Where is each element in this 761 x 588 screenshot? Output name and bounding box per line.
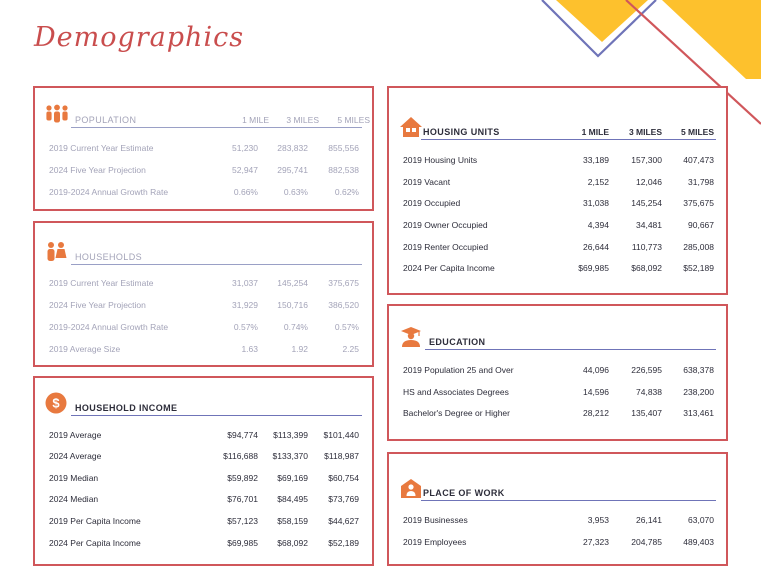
row-value-5-miles: 313,461 (683, 408, 714, 418)
table-row (49, 513, 358, 529)
row-value-5-miles: 855,556 (328, 143, 359, 153)
row-label: 2019 Renter Occupied (403, 242, 489, 252)
header-rule (421, 139, 716, 140)
row-label: 2019 Population 25 and Over (403, 365, 514, 375)
households-header (45, 243, 362, 265)
row-value-3-miles: $133,370 (272, 451, 308, 461)
table-row (49, 162, 358, 178)
table-row (49, 341, 358, 357)
row-value-1-mile: 31,929 (232, 300, 258, 310)
house-icon (399, 116, 423, 138)
row-value-5-miles: $60,754 (328, 473, 359, 483)
row-value-1-mile: 31,038 (583, 198, 609, 208)
dollar-icon (45, 392, 69, 414)
place-of-work-panel (387, 452, 728, 566)
row-label: 2019 Occupied (403, 198, 461, 208)
graduate-icon (399, 326, 423, 348)
row-label: 2019 Vacant (403, 177, 451, 187)
row-value-3-miles: 0.63% (283, 187, 308, 197)
row-value-1-mile: 2,152 (587, 177, 609, 187)
row-label: 2019 Median (49, 473, 99, 483)
row-label: HS and Associates Degrees (403, 387, 509, 397)
table-row (49, 491, 358, 507)
row-value-5-miles: 489,403 (683, 537, 714, 547)
column-header-3-miles: 3 MILES (286, 115, 319, 125)
svg-text:$: $ (52, 395, 60, 411)
row-value-3-miles: 12,046 (636, 177, 662, 187)
row-value-5-miles: $118,987 (324, 451, 359, 461)
row-label: 2019 Current Year Estimate (49, 278, 154, 288)
building-icon (399, 477, 423, 499)
row-value-1-mile: 3,953 (587, 515, 609, 525)
row-value-3-miles: 1.92 (291, 344, 308, 354)
row-value-5-miles: 63,070 (688, 515, 714, 525)
section-title: HOUSING UNITS (423, 127, 500, 137)
table-row (49, 427, 358, 443)
table-row (403, 174, 712, 190)
row-value-1-mile: 4,394 (587, 220, 609, 230)
row-value-5-miles: $52,189 (328, 538, 359, 548)
header-rule (71, 264, 362, 265)
row-value-5-miles: 638,378 (683, 365, 714, 375)
row-value-3-miles: $84,495 (277, 494, 308, 504)
row-value-1-mile: 0.57% (233, 322, 258, 332)
row-value-5-miles: 285,008 (683, 242, 714, 252)
row-value-1-mile: $57,123 (227, 516, 258, 526)
household-income-header (45, 394, 362, 416)
row-label: 2019 Owner Occupied (403, 220, 488, 230)
row-value-1-mile: $94,774 (227, 430, 258, 440)
row-value-5-miles: 31,798 (688, 177, 714, 187)
header-rule (71, 127, 362, 128)
table-row (49, 470, 358, 486)
table-row (403, 405, 712, 421)
education-header (399, 328, 716, 350)
row-value-5-miles: 2.25 (342, 344, 359, 354)
row-value-5-miles: 375,675 (683, 198, 714, 208)
row-value-5-miles: 90,667 (688, 220, 714, 230)
row-value-3-miles: 110,773 (631, 242, 662, 252)
row-label: 2019 Average (49, 430, 102, 440)
population-header (45, 106, 370, 128)
row-value-3-miles: 204,785 (631, 537, 662, 547)
row-value-1-mile: $76,701 (227, 494, 258, 504)
row-label: 2019 Housing Units (403, 155, 478, 165)
column-header-3-miles: 3 MILES (628, 127, 662, 137)
table-row (403, 534, 712, 550)
row-label: 2019-2024 Annual Growth Rate (49, 322, 169, 332)
table-row (49, 275, 358, 291)
row-value-3-miles: $58,159 (277, 516, 308, 526)
row-value-1-mile: 26,644 (583, 242, 609, 252)
row-value-3-miles: 74,838 (636, 387, 662, 397)
row-value-3-miles: 157,300 (631, 155, 662, 165)
table-row (403, 260, 712, 276)
family-icon (45, 241, 69, 263)
row-value-1-mile: 33,189 (583, 155, 609, 165)
table-row (49, 448, 358, 464)
row-value-1-mile: $69,985 (578, 263, 609, 273)
people-icon (45, 104, 69, 126)
row-value-1-mile: 0.66% (233, 187, 258, 197)
row-value-1-mile: 1.63 (241, 344, 258, 354)
row-label: 2024 Average (49, 451, 102, 461)
header-rule (425, 349, 716, 350)
row-value-3-miles: 145,254 (631, 198, 662, 208)
section-title: POPULATION (75, 115, 137, 125)
row-label: 2024 Per Capita Income (403, 263, 495, 273)
row-label: 2019 Businesses (403, 515, 468, 525)
row-label: 2019-2024 Annual Growth Rate (49, 187, 169, 197)
row-value-5-miles: $52,189 (683, 263, 714, 273)
row-label: 2024 Five Year Projection (49, 300, 146, 310)
row-label: 2024 Five Year Projection (49, 165, 146, 175)
row-value-1-mile: 14,596 (583, 387, 609, 397)
row-value-3-miles: $113,399 (273, 430, 308, 440)
row-value-3-miles: 34,481 (636, 220, 662, 230)
row-value-1-mile: 27,323 (583, 537, 609, 547)
row-value-5-miles: 0.57% (334, 322, 359, 332)
table-row (403, 195, 712, 211)
row-value-1-mile: 28,212 (583, 408, 609, 418)
row-label: 2019 Per Capita Income (49, 516, 141, 526)
table-row (403, 152, 712, 168)
row-value-3-miles: 150,716 (277, 300, 308, 310)
row-value-1-mile: 44,096 (583, 365, 609, 375)
table-row (49, 297, 358, 313)
row-value-5-miles: 375,675 (328, 278, 359, 288)
row-value-3-miles: 283,832 (277, 143, 308, 153)
row-label: Bachelor's Degree or Higher (403, 408, 510, 418)
section-title: PLACE OF WORK (423, 488, 505, 498)
population-panel (33, 86, 374, 211)
row-label: 2024 Per Capita Income (49, 538, 141, 548)
household-income-panel (33, 376, 374, 566)
row-value-5-miles: 238,200 (683, 387, 714, 397)
table-row (403, 239, 712, 255)
row-value-5-miles: $101,440 (323, 430, 359, 440)
row-label: 2019 Employees (403, 537, 467, 547)
table-row (403, 384, 712, 400)
row-value-5-miles: 882,538 (328, 165, 359, 175)
housing-units-header (399, 118, 716, 140)
column-header-1-mile: 1 MILE (581, 127, 609, 137)
column-header-5-miles: 5 MILES (337, 115, 370, 125)
section-title: HOUSEHOLD INCOME (75, 403, 178, 413)
row-value-3-miles: 145,254 (277, 278, 308, 288)
row-value-3-miles: 226,595 (631, 365, 662, 375)
row-value-1-mile: $69,985 (227, 538, 258, 548)
row-value-1-mile: 31,037 (232, 278, 258, 288)
households-panel (33, 221, 374, 367)
row-value-3-miles: $68,092 (631, 263, 662, 273)
column-header-5-miles: 5 MILES (680, 127, 714, 137)
table-row (49, 184, 358, 200)
page-title: Demographics (34, 22, 245, 53)
housing-units-panel (387, 86, 728, 295)
row-value-3-miles: 135,407 (631, 408, 662, 418)
row-value-5-miles: $44,627 (328, 516, 359, 526)
row-value-1-mile: 52,947 (232, 165, 258, 175)
row-label: 2024 Median (49, 494, 99, 504)
table-row (49, 535, 358, 551)
row-value-3-miles: 26,141 (636, 515, 662, 525)
row-value-5-miles: 0.62% (334, 187, 359, 197)
row-value-1-mile: $59,892 (227, 473, 258, 483)
section-title: EDUCATION (429, 337, 486, 347)
header-rule (421, 500, 716, 501)
column-header-1-mile: 1 MILE (242, 115, 269, 125)
place-of-work-header (399, 479, 716, 501)
row-value-5-miles: $73,769 (328, 494, 359, 504)
row-value-5-miles: 386,520 (328, 300, 359, 310)
table-row (49, 140, 358, 156)
row-label: 2019 Current Year Estimate (49, 143, 154, 153)
section-title: HOUSEHOLDS (75, 252, 143, 262)
row-value-3-miles: 295,741 (277, 165, 308, 175)
row-value-3-miles: $68,092 (277, 538, 308, 548)
row-value-5-miles: 407,473 (683, 155, 714, 165)
education-panel (387, 304, 728, 441)
table-row (403, 217, 712, 233)
table-row (49, 319, 358, 335)
row-value-1-mile: $116,688 (223, 451, 258, 461)
row-value-1-mile: 51,230 (232, 143, 258, 153)
header-rule (71, 415, 362, 416)
row-value-3-miles: 0.74% (283, 322, 308, 332)
table-row (403, 512, 712, 528)
row-value-3-miles: $69,169 (277, 473, 308, 483)
row-label: 2019 Average Size (49, 344, 121, 354)
table-row (403, 362, 712, 378)
